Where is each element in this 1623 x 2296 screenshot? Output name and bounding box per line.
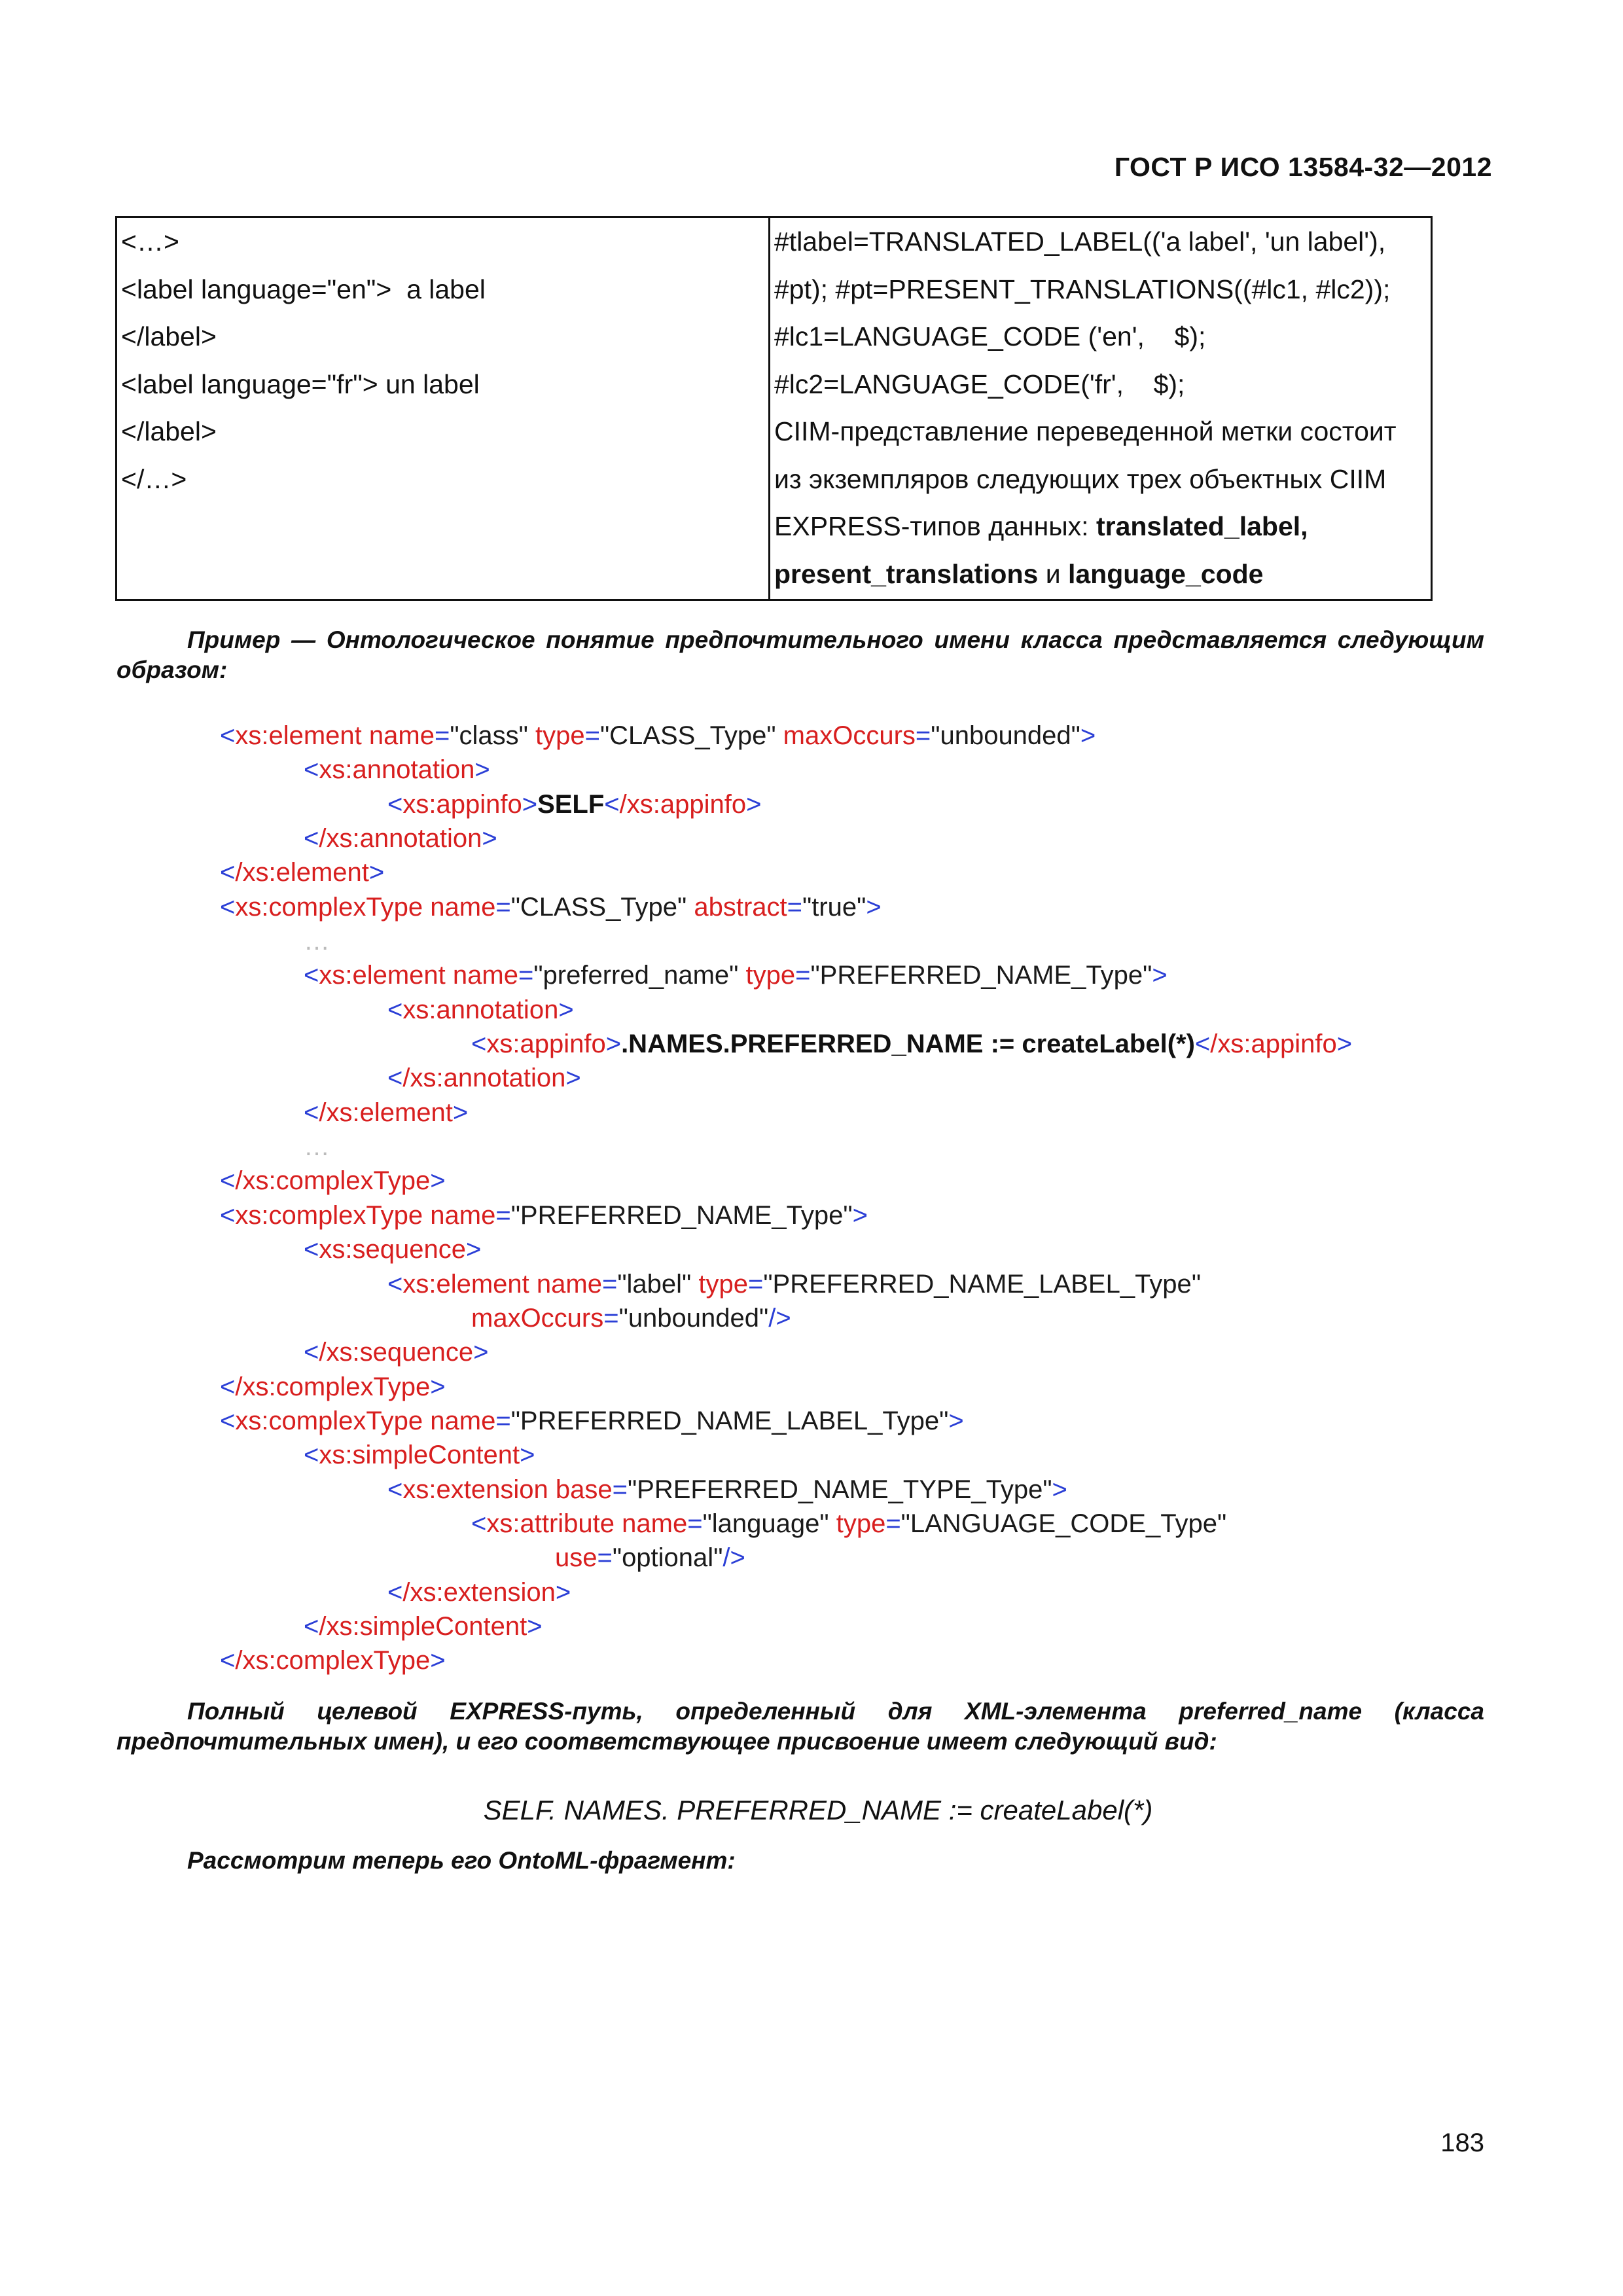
assignment-formula: SELF. NAMES. PREFERRED_NAME := createLabel(*) (483, 1795, 1153, 1825)
ellipsis: … (304, 1132, 330, 1162)
ciim-line: #lc1=LANGUAGE_CODE ('en', $); (774, 321, 1206, 351)
code-attr: name (622, 1509, 688, 1538)
code-tag: xs:extension (402, 1475, 548, 1504)
code-line: </xs:element> (220, 858, 385, 888)
code-line: <xs:attribute name="language" type="LANGUAGE_CODE_Type" (471, 1509, 1227, 1538)
code-tag: /xs:simpleContent (319, 1611, 527, 1641)
code-value: PREFERRED_NAME_Type (520, 1200, 844, 1230)
code-attr: abstract (694, 892, 787, 922)
ciim-line: из экземпляров следующих трех объектных CIIM (774, 463, 1387, 494)
code-tag: xs:element (319, 961, 446, 990)
code-tag: xs:appinfo (486, 1030, 606, 1059)
code-attr: maxOccurs (471, 1303, 604, 1333)
code-tag: /xs:appinfo (619, 789, 747, 819)
example-paragraph (116, 625, 1484, 685)
xml-line: <label language="fr"> un label (121, 368, 480, 399)
code-line: <xs:element name="preferred_name" type="PREFERRED_NAME_Type"> (304, 961, 1168, 990)
code-line: <xs:appinfo>SELF</xs:appinfo> (387, 789, 762, 819)
path-text: Полный целевой EXPRESS-путь, определенный для XML-элемента preferred_name (класса предпочтительных имен), и его соответствующее присвоение имеет следующий вид: (116, 1698, 1484, 1755)
ciim-cell (770, 217, 1432, 600)
code-attr: type (698, 1269, 748, 1299)
code-line: </xs:sequence> (304, 1338, 489, 1367)
closing-paragraph (116, 1846, 1484, 1876)
ciim-line: #pt); #pt=PRESENT_TRANSLATIONS((#lc1, #lc2)); (774, 274, 1391, 304)
code-line: </xs:annotation> (387, 1064, 581, 1093)
code-value: PREFERRED_NAME_LABEL_Type (772, 1269, 1192, 1299)
code-value: PREFERRED_NAME_Type (819, 961, 1143, 990)
code-line: <xs:element name="label" type="PREFERRED_NAME_LABEL_Type" (387, 1269, 1202, 1299)
code-value: optional (622, 1543, 714, 1573)
page-number: 183 (1440, 2128, 1484, 2157)
code-value: LANGUAGE_CODE_Type (910, 1509, 1217, 1538)
entity-name: present_translations (774, 558, 1039, 589)
code-line: <xs:annotation> (304, 755, 490, 785)
ciim-line: #tlabel=TRANSLATED_LABEL(('a label', 'un label'), (774, 226, 1386, 257)
code-attr: name (368, 721, 435, 750)
code-tag: xs:complexType (235, 1406, 423, 1435)
entity-name: language_code (1067, 558, 1264, 589)
code-tag: /xs:annotation (319, 824, 482, 853)
ciim-text: EXPRESS-типов данных: (774, 511, 1096, 541)
code-text: .NAMES.PREFERRED_NAME := createLabel(*) (621, 1030, 1195, 1059)
xml-line: <…> (121, 226, 179, 257)
xml-cell (116, 217, 770, 600)
code-line (220, 1130, 1352, 1164)
table-row (116, 217, 1432, 600)
code-tag: xs:sequence (319, 1235, 466, 1265)
code-line: <xs:complexType name="PREFERRED_NAME_Type"> (220, 1200, 868, 1230)
code-tag: xs:attribute (486, 1509, 615, 1538)
code-line: <xs:annotation> (387, 995, 574, 1024)
code-line: <xs:element name="class" type="CLASS_Type" maxOccurs="unbounded"> (220, 721, 1096, 750)
code-value: language (711, 1509, 820, 1538)
code-line: <xs:appinfo>.NAMES.PREFERRED_NAME := createLabel(*)</xs:appinfo> (471, 1030, 1353, 1059)
code-value: PREFERRED_NAME_LABEL_Type (520, 1406, 940, 1435)
code-tag: xs:annotation (402, 995, 559, 1024)
code-value: unbounded (628, 1303, 760, 1333)
code-tag: /xs:element (319, 1098, 453, 1127)
xml-line: <label language="en"> a label (121, 274, 486, 304)
xml-line: </label> (121, 321, 217, 351)
code-line: <xs:complexType name="PREFERRED_NAME_LABEL_Type"> (220, 1406, 964, 1435)
code-tag: /xs:element (235, 858, 369, 888)
code-attr: name (430, 1406, 496, 1435)
xml-schema-code (220, 719, 1352, 1678)
code-tag: /xs:annotation (402, 1064, 566, 1093)
xml-line: </…> (121, 463, 187, 494)
code-attr: type (535, 721, 585, 750)
ciim-line (774, 503, 1427, 550)
code-value: unbounded (940, 721, 1071, 750)
code-line: </xs:element> (304, 1098, 469, 1127)
xml-line: </label> (121, 416, 217, 446)
code-attr: name (430, 1200, 496, 1230)
code-tag: xs:annotation (319, 755, 475, 785)
closing-text: Рассмотрим теперь его OntoML-фрагмент: (187, 1847, 736, 1874)
code-attr: name (536, 1269, 602, 1299)
code-tag: xs:element (402, 1269, 529, 1299)
code-value: CLASS_Type (609, 721, 767, 750)
code-tag: xs:appinfo (402, 789, 522, 819)
code-tag: /xs:sequence (319, 1338, 474, 1367)
code-line: maxOccurs="unbounded"/> (471, 1303, 791, 1333)
code-tag: xs:complexType (235, 1200, 423, 1230)
code-value: true (812, 892, 857, 922)
code-line: <xs:simpleContent> (304, 1441, 535, 1470)
code-line: </xs:complexType> (220, 1166, 446, 1196)
code-line: <xs:sequence> (304, 1235, 482, 1265)
ellipsis: … (304, 927, 330, 956)
code-line: <xs:complexType name="CLASS_Type" abstract="true"> (220, 892, 882, 922)
code-line: <xs:extension base="PREFERRED_NAME_TYPE_Type"> (387, 1475, 1067, 1504)
ciim-line: CIIM-представление переведенной метки состоит (774, 416, 1397, 446)
ciim-text: и (1038, 558, 1068, 589)
code-attr: maxOccurs (783, 721, 916, 750)
code-tag: /xs:appinfo (1210, 1030, 1337, 1059)
code-line: use="optional"/> (555, 1543, 745, 1573)
code-line: </xs:simpleContent> (304, 1611, 543, 1641)
ciim-line (774, 550, 1427, 598)
code-line: </xs:complexType> (220, 1646, 446, 1676)
ciim-line: #lc2=LANGUAGE_CODE('fr', $); (774, 368, 1185, 399)
example-text: Пример — Онтологическое понятие предпочтительного имени класса представляется следующим образом: (116, 626, 1484, 683)
code-tag: xs:complexType (235, 892, 423, 922)
path-paragraph (116, 1696, 1484, 1757)
code-tag: xs:element (235, 721, 362, 750)
code-tag: /xs:extension (402, 1577, 556, 1607)
code-tag: xs:simpleContent (319, 1441, 520, 1470)
code-line (220, 924, 1352, 958)
code-value: PREFERRED_NAME_TYPE_Type (637, 1475, 1043, 1504)
code-tag: /xs:complexType (235, 1372, 431, 1401)
code-line: </xs:complexType> (220, 1372, 446, 1401)
code-attr: name (430, 892, 496, 922)
code-line: </xs:extension> (387, 1577, 571, 1607)
code-line: </xs:annotation> (304, 824, 497, 853)
code-value: CLASS_Type (520, 892, 678, 922)
code-tag: /xs:complexType (235, 1646, 431, 1676)
code-attr: name (452, 961, 518, 990)
code-attr: type (745, 961, 796, 990)
mapping-table (115, 216, 1433, 601)
code-value: class (459, 721, 519, 750)
code-attr: use (555, 1543, 597, 1573)
entity-name: translated_label, (1096, 511, 1308, 541)
code-attr: base (555, 1475, 613, 1504)
code-tag: /xs:complexType (235, 1166, 431, 1196)
code-value: label (626, 1269, 683, 1299)
document-header: ГОСТ Р ИСО 13584-32—2012 (1114, 152, 1492, 182)
code-value: preferred_name (543, 961, 730, 990)
code-attr: type (836, 1509, 886, 1538)
code-text: SELF (537, 789, 605, 819)
